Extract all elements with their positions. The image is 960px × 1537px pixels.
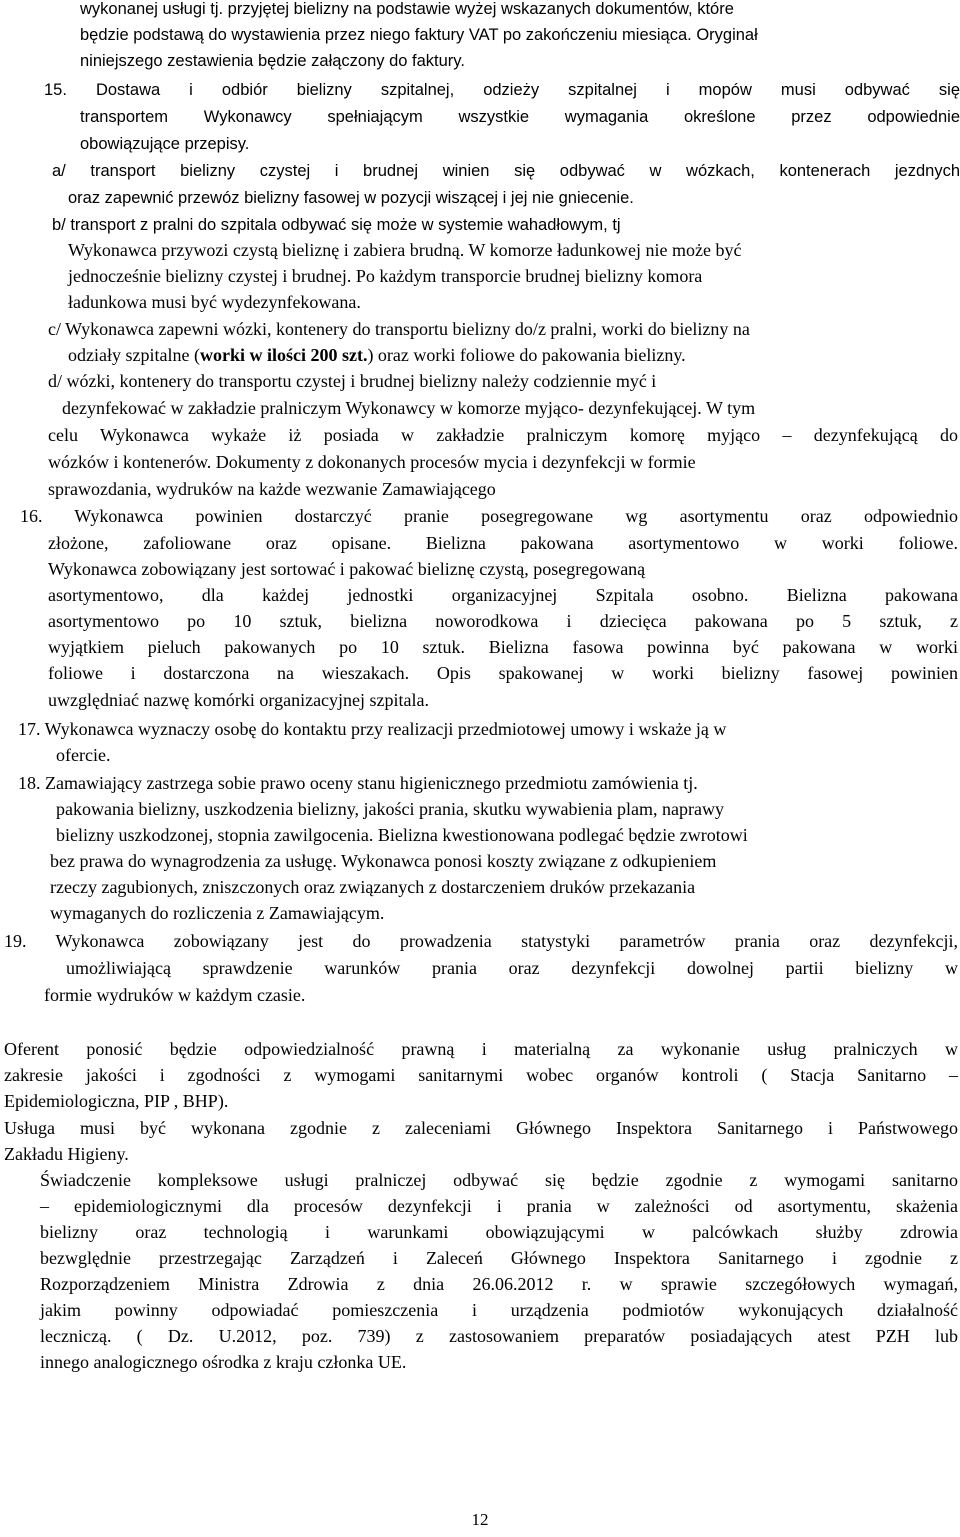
paragraph-line: Wykonawca przywozi czystą bieliznę i zabiera brudną. W komorze ładunkowej nie może być <box>68 240 742 260</box>
paragraph-line: Epidemiologiczna, PIP , BHP). <box>4 1091 229 1111</box>
paragraph-line: umożliwiającą sprawdzenie warunków prania oraz dezynfekcji dowolnej partii bielizny w <box>66 958 958 978</box>
paragraph-line: wymaganych do rozliczenia z Zamawiającym. <box>50 903 385 923</box>
page-number: 12 <box>471 1510 489 1529</box>
paragraph-line: uwzględniać nazwę komórki organizacyjnej szpitala. <box>48 690 430 710</box>
paragraph-line: Zakładu Higieny. <box>4 1144 129 1164</box>
paragraph-line: jakim powinny odpowiadać pomieszczenia i urządzenia podmiotów wykonujących działalność <box>40 1300 958 1320</box>
paragraph-line: niniejszego zestawienia będzie załączony do faktury. <box>80 52 465 70</box>
paragraph-line: Świadczenie kompleksowe usługi pralniczej odbywać się będzie zgodnie z wymogami sanitarno <box>40 1170 958 1190</box>
paragraph-line: jednocześnie bielizny czystej i brudnej. Po każdym transporcie brudnej bielizny komora <box>68 266 703 286</box>
item-17-line: 17. Wykonawca wyznaczy osobę do kontaktu przy realizacji przedmiotowej umowy i wskaże ją w <box>18 719 727 739</box>
paragraph-line: bielizny uszkodzonej, stopnia zawilgocenia. Bielizna kwestionowana podlegać będzie zwrotowi <box>56 825 748 845</box>
paragraph-line: Usługa musi być wykonana zgodnie z zaleceniami Głównego Inspektora Sanitarnego i Państwowego <box>4 1118 958 1138</box>
paragraph-line: transportem Wykonawcy spełniającym wszystkie wymagania określone przez odpowiednie <box>80 108 960 126</box>
paragraph-line: innego analogicznego ośrodka z kraju członka UE. <box>40 1352 407 1372</box>
paragraph-line: wózków i kontenerów. Dokumenty z dokonanych procesów mycia i dezynfekcji w formie <box>48 452 696 472</box>
bold-quantity: worki w ilości 200 szt. <box>199 345 368 365</box>
paragraph-line: – epidemiologicznymi dla procesów dezynfekcji i prania w zależności od asortymentu, skażenia <box>40 1196 958 1216</box>
item-18-line: 18. Zamawiający zastrzega sobie prawo oceny stanu higienicznego przedmiotu zamówienia tj. <box>18 773 698 793</box>
paragraph-line: będzie podstawą do wystawienia przez niego faktury VAT po zakończeniu miesiąca. Oryginał <box>80 26 758 44</box>
paragraph-line: wykonanej usługi tj. przyjętej bielizny na podstawie wyżej wskazanych dokumentów, które <box>80 0 734 18</box>
paragraph-line: asortymentowo po 10 sztuk, bielizna noworodkowa i dziecięca pakowana po 5 sztuk, z <box>48 611 958 631</box>
item-16-line: 16. Wykonawca powinien dostarczyć pranie posegregowane wg asortymentu oraz odpowiednio <box>20 506 958 526</box>
item-19-line: 19. Wykonawca zobowiązany jest do prowadzenia statystyki parametrów prania oraz dezynfekcji, <box>4 931 958 951</box>
paragraph-line: złożone, zafoliowane oraz opisane. Bielizna pakowana asortymentowo w worki foliowe. <box>48 533 958 553</box>
paragraph-line: bielizny oraz technologią i warunkami obowiązującymi w palcówkach służby zdrowia <box>40 1222 958 1242</box>
paragraph-line: rzeczy zagubionych, zniszczonych oraz związanych z dostarczeniem druków przekazania <box>50 877 696 897</box>
paragraph-line: sprawozdania, wydruków na każde wezwanie Zamawiającego <box>48 479 496 499</box>
paragraph-line: celu Wykonawca wykaże iż posiada w zakładzie pralniczym komorę myjąco – dezynfekującą do <box>48 425 958 445</box>
paragraph-line: asortymentowo, dla każdej jednostki organizacyjnej Szpitala osobno. Bielizna pakowana <box>48 585 958 605</box>
paragraph-line: bez prawa do wynagrodzenia za usługę. Wykonawca ponosi koszty związane z odkupieniem <box>50 851 717 871</box>
item-c-line: c/ Wykonawca zapewni wózki, kontenery do transportu bielizny do/z pralni, worki do bielizny na <box>48 319 750 339</box>
item-15-line: 15. Dostawa i odbiór bielizny szpitalnej, odzieży szpitalnej i mopów musi odbywać się <box>44 81 960 99</box>
paragraph-line: Wykonawca zobowiązany jest sortować i pakować bieliznę czystą, posegregowaną <box>48 559 646 579</box>
paragraph-line: ofercie. <box>56 745 111 765</box>
paragraph-line: obowiązujące przepisy. <box>80 135 250 153</box>
item-d-line: d/ wózki, kontenery do transportu czystej i brudnej bielizny należy codziennie myć i <box>48 371 657 391</box>
item-a-line: a/ transport bielizny czystej i brudnej winien się odbywać w wózkach, kontenerach jezdnych <box>52 162 960 180</box>
item-b-line: b/ transport z pralni do szpitala odbywać się może w systemie wahadłowym, tj <box>52 216 621 234</box>
paragraph-line: ładunkowa musi być wydezynfekowana. <box>68 292 361 312</box>
paragraph-line-with-bold: odziały szpitalne (worki w ilości 200 szt.) oraz worki foliowe do pakowania bielizny. <box>68 345 686 365</box>
paragraph-line: formie wydruków w każdym czasie. <box>44 985 306 1005</box>
paragraph-line: dezynfekować w zakładzie pralniczym Wykonawcy w komorze myjąco- dezynfekującej. W tym <box>62 398 756 418</box>
paragraph-line: Rozporządzeniem Ministra Zdrowia z dnia 26.06.2012 r. w sprawie szczegółowych wymagań, <box>40 1274 958 1294</box>
paragraph-line: bezwględnie przestrzegając Zarządzeń i Zaleceń Głównego Inspektora Sanitarnego i zgodnie z <box>40 1248 958 1268</box>
paragraph-line: pakowania bielizny, uszkodzenia bielizny, jakości prania, skutku wywabienia plam, naprawy <box>56 799 724 819</box>
paragraph-line: zakresie jakości i zgodności z wymogami sanitarnymi wobec organów kontroli ( Stacja Sanitarno – <box>4 1065 958 1085</box>
paragraph-line: leczniczą. ( Dz. U.2012, poz. 739) z zastosowaniem preparatów posiadających atest PZH lub <box>40 1326 958 1346</box>
paragraph-line: wyjątkiem pieluch pakowanych po 10 sztuk. Bielizna fasowa powinna być pakowana w worki <box>48 637 958 657</box>
paragraph-line: oraz zapewnić przewóz bielizny fasowej w pozycji wiszącej i jej nie gniecenie. <box>68 189 634 207</box>
paragraph-line: Oferent ponosić będzie odpowiedzialność prawną i materialną za wykonanie usług pralniczych w <box>4 1039 958 1059</box>
paragraph-line: foliowe i dostarczona na wieszakach. Opis spakowanej w worki bielizny fasowej powinien <box>48 663 958 683</box>
